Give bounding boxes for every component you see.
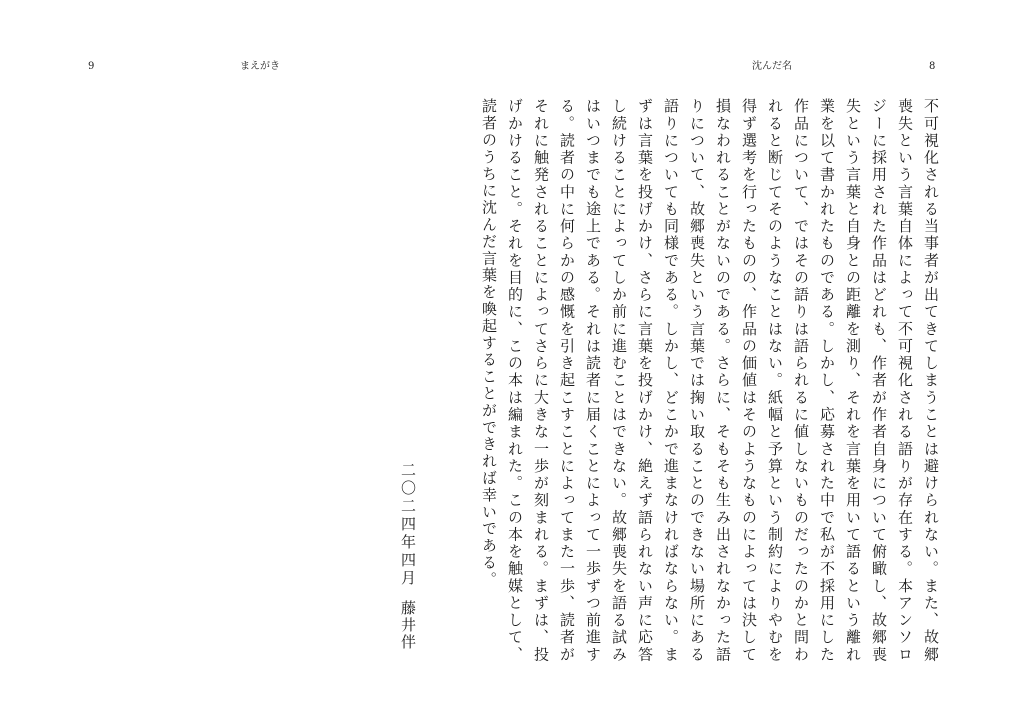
page-number-right: 8 [929, 61, 936, 72]
body-paragraph: 不可視化される当事者が出てきてしまうことは避けられない。また、故郷喪失という言葉自体によって不可視化される語りが存在する。本アンソロジーに採用された作品はどれも、作者が作者自身について俯瞰し、故郷喪失という言葉と自身との距離を測り、それを言葉を用いて語るという離れ業を以て書かれたものである。しかし、応募された中で私が不採用にした作品について、ではその語りは語られるに値しないものだったのかと問われると断じてそのようなことはない。紙幅と予算という制約によりやむを得ず選考を行ったものの、作品の価値はそのようなものによっては決して損なわれることがないのである。さらに、そもそも生み出されなかった語りについて、故郷喪失という言葉では掬い取ることのできない場所にある語りについても同様である。しかし、どこかで進まなければならない。まずは言葉を投げかけ、さらに言葉を投げかけ、絶えず語られない声に応答し続けることによってしか前に進むことはできない。故郷喪失を語る試みはいつまでも途上である。それは読者に届くことによって一歩ずつ前進する。読者の中に何らかの感慨を引き起こすことによってまた一歩、読者がそれに触発されることによってさらに大きな一歩が刻まれる。まずは、投げかけること。それを目的に、この本は編まれた。この本を触媒として、読者のうちに沈んだ言葉を喚起することができれば幸いである。 [480, 98, 940, 663]
preface-date: 二〇二四年四月 [399, 462, 417, 588]
preface-author: 藤井伴 [399, 600, 417, 651]
running-head-left: まえがき [240, 61, 280, 72]
body-text-column-block [476, 98, 944, 663]
running-head-right: 沈んだ名 [752, 61, 792, 72]
page-number-left: 9 [88, 61, 95, 72]
